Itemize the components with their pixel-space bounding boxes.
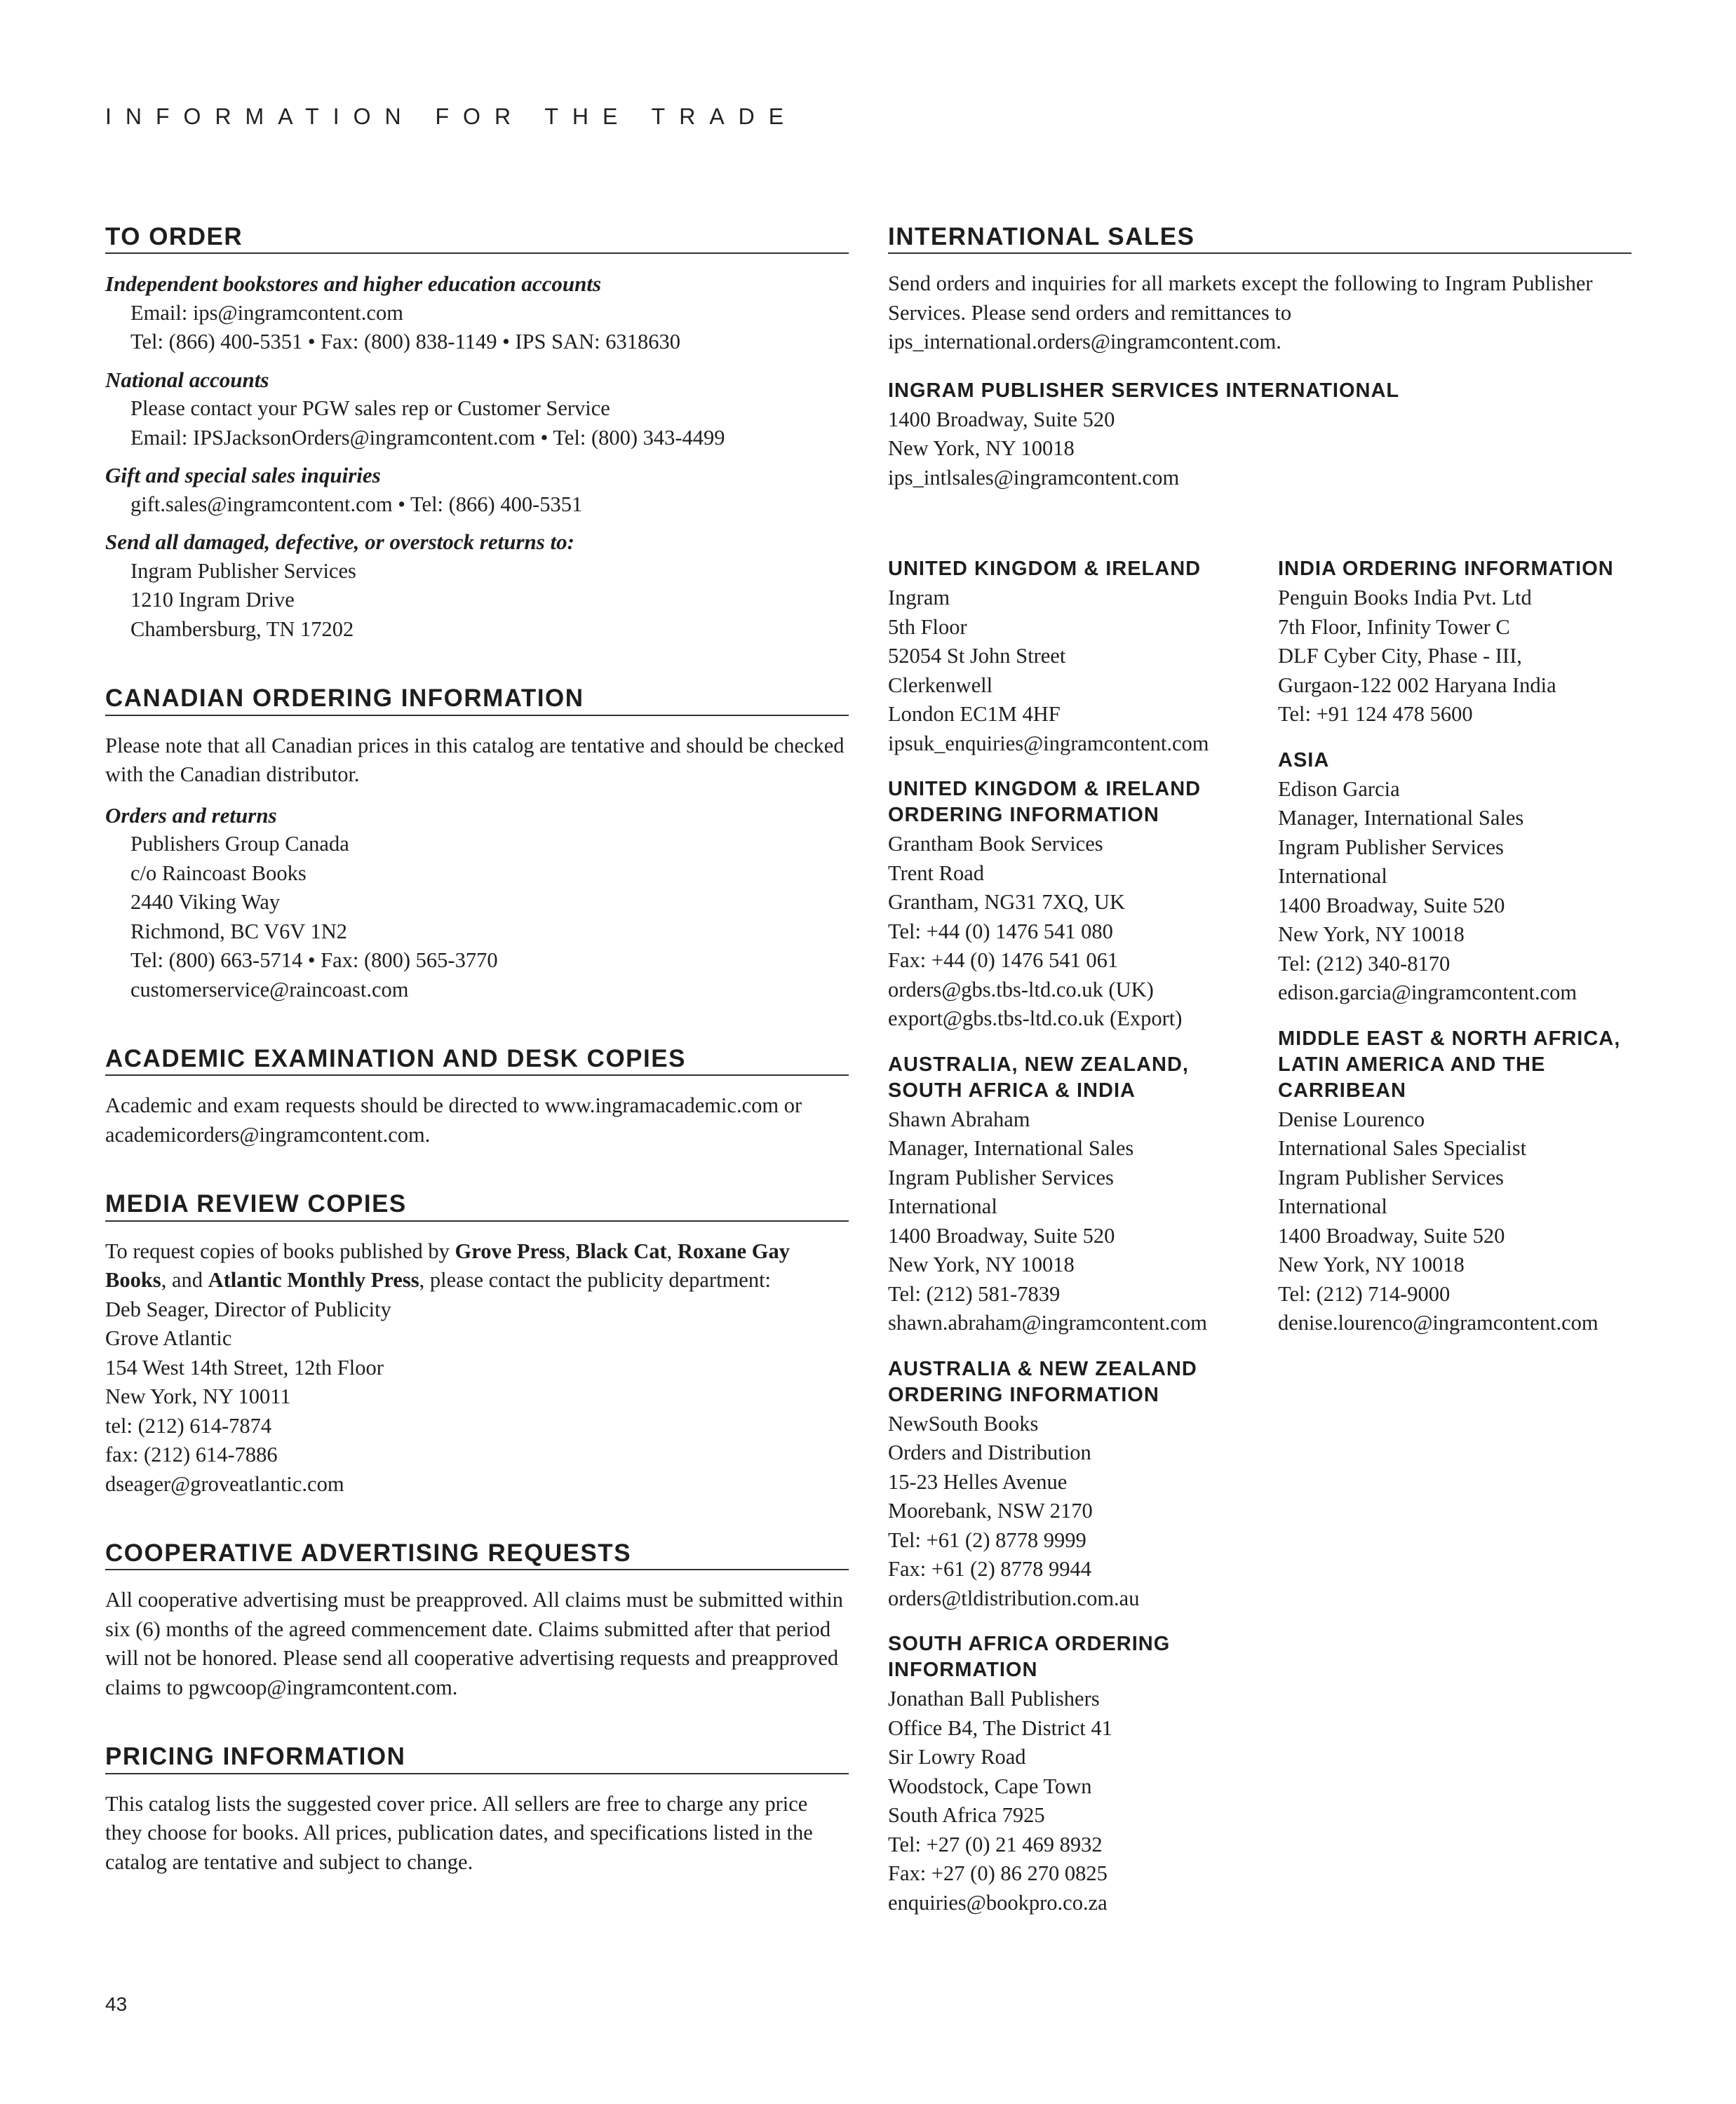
region-contact-line: South Africa 7925 [888,1803,1045,1827]
region-block-south-africa-ordering-information [888,1631,1253,1917]
region-contact-line: International [1278,1194,1387,1218]
international-heading: INTERNATIONAL SALES [888,223,1631,254]
region-contact-line: Tel: (212) 581-7839 [888,1281,1061,1306]
right-column [888,223,1631,492]
media-section [105,1190,849,1499]
region-contact-line: Jonathan Ball Publishers [888,1687,1100,1711]
region-contact-line: NewSouth Books [888,1411,1039,1436]
returns-title: Send all damaged, defective, or overstock returns to: [105,530,574,555]
region-contact-line: Clerkenwell [888,673,993,697]
region-contact-line: shawn.abraham@ingramcontent.com [888,1311,1207,1335]
region-contact-line: Office B4, The District 41 [888,1715,1112,1740]
ipsi-block [888,378,1631,493]
region-contact-line: Tel: (212) 714-9000 [1278,1281,1451,1306]
independent-phone: Tel: (866) 400-5351 • Fax: (800) 838-1149 • IPS SAN: 6318630 [130,330,680,354]
coop-heading: COOPERATIVE ADVERTISING REQUESTS [105,1539,849,1570]
independent-accounts-title: Independent bookstores and higher education accounts [105,271,602,297]
national-contact-line: Please contact your PGW sales rep or Customer Service [130,396,610,421]
region-contact-line: Woodstock, Cape Town [888,1774,1092,1798]
region-contact-line: Gurgaon-122 002 Haryana India [1278,673,1556,697]
region-contact-line: International [888,1194,997,1218]
returns-address-line: 1210 Ingram Drive [130,588,295,612]
region-contact-line: Tel: +91 124 478 5600 [1278,702,1473,726]
canadian-heading: CANADIAN ORDERING INFORMATION [105,685,849,715]
media-contact-line: tel: (212) 614-7874 [105,1413,272,1438]
region-contact-line: 7th Floor, Infinity Tower C [1278,614,1510,639]
region-contact-line: New York, NY 10018 [1278,922,1465,946]
media-intro-text: To request copies of books published by [105,1239,455,1263]
media-intro-text: , [565,1239,577,1263]
region-contact-line: Tel: +27 (0) 21 469 8932 [888,1832,1103,1856]
to-order-section [105,223,849,644]
academic-section [105,1045,849,1149]
region-contact-line: orders@gbs.tbs-ltd.co.uk (UK) [888,977,1154,1002]
region-contact-line: Manager, International Sales [1278,806,1524,830]
region-contact-line: 15-23 Helles Avenue [888,1469,1068,1494]
canadian-email-line: customerservice@raincoast.com [130,977,409,1002]
region-contact-line: 1400 Broadway, Suite 520 [888,1223,1115,1248]
media-contact-line: fax: (212) 614-7886 [105,1443,278,1466]
academic-text: Academic and exam requests should be directed to www.ingramacademic.com or academicorders@ingramcontent.com. [105,1093,802,1147]
region-heading: UNITED KINGDOM & IRELAND [888,558,1202,580]
region-contact-line: 5th Floor [888,614,967,639]
ipsi-line: ips_intlsales@ingramcontent.com [888,465,1180,490]
ipsi-line: 1400 Broadway, Suite 520 [888,407,1115,431]
region-heading: ASIA [1278,748,1330,771]
canadian-address-line: Richmond, BC V6V 1N2 [130,919,347,943]
region-heading: AUSTRALIA, NEW ZEALAND, SOUTH AFRICA & INDIA [888,1053,1189,1102]
media-contact-line: New York, NY 10011 [105,1384,291,1408]
canadian-intro: Please note that all Canadian prices in this catalog are tentative and should be checked with the Canadian distributor. [105,733,845,786]
ipsi-line: New York, NY 10018 [888,436,1075,461]
media-intro-text: , and [161,1268,208,1292]
region-heading: MIDDLE EAST & NORTH AFRICA, LATIN AMERICA AND THE CARRIBEAN [1278,1027,1621,1102]
canadian-phone-line: Tel: (800) 663-5714 • Fax: (800) 565-3770 [130,948,498,972]
publisher-black-cat: Black Cat [576,1239,667,1263]
publisher-grove-press: Grove Press [455,1239,565,1263]
region-contact-line: ipsuk_enquiries@ingramcontent.com [888,731,1209,755]
regions-column-b [1278,556,1643,1338]
region-contact-line: Ingram Publisher Services [1278,1165,1504,1189]
region-contact-line: export@gbs.tbs-ltd.co.uk (Export) [888,1006,1183,1030]
region-contact-line: Shawn Abraham [888,1107,1030,1131]
region-contact-line: Denise Lourenco [1278,1107,1425,1131]
region-contact-line: Grantham, NG31 7XQ, UK [888,890,1125,914]
media-contact-line: dseager@groveatlantic.com [105,1471,344,1496]
region-heading: AUSTRALIA & NEW ZEALAND ORDERING INFORMATION [888,1357,1197,1406]
running-head: INFORMATION FOR THE TRADE [105,104,798,129]
to-order-heading: TO ORDER [105,223,849,254]
region-block-united-kingdom-and-ireland-ordering-information [888,776,1253,1034]
region-contact-line: Tel: +44 (0) 1476 541 080 [888,919,1113,943]
region-contact-line: Ingram Publisher Services [888,1165,1114,1189]
region-heading: INDIA ORDERING INFORMATION [1278,558,1614,580]
region-contact-line: 1400 Broadway, Suite 520 [1278,1223,1505,1248]
international-intro: Send orders and inquiries for all markets except the following to Ingram Publisher Services. Please send orders and remittances to ips_international.orders@ingramcontent.com. [888,271,1593,354]
region-contact-line: International Sales Specialist [1278,1136,1527,1160]
media-contact-line: Deb Seager, Director of Publicity [105,1297,391,1321]
region-block-asia [1278,748,1643,1008]
region-block-united-kingdom-and-ireland [888,556,1253,758]
coop-text: All cooperative advertising must be preapproved. All claims must be submitted within six (6) months of the agreed commencement date. Claims submitted after that period will not be honored. Please send all cooperative advertising requests and preapproved claims to pgwcoop@ingramcontent.com. [105,1588,844,1699]
publisher-atlantic-monthly-press: Atlantic Monthly Press [208,1268,419,1292]
canadian-address-line: 2440 Viking Way [130,890,281,914]
region-contact-line: Fax: +27 (0) 86 270 0825 [888,1861,1108,1885]
national-accounts-title: National accounts [105,367,269,392]
media-intro [105,1237,849,1295]
region-contact-line: Fax: +61 (2) 8778 9944 [888,1557,1091,1581]
media-intro-text: , [666,1239,678,1263]
region-block-middle-east-and-north-africa-latin-america-and-the-carribean [1278,1026,1643,1338]
region-contact-line: Fax: +44 (0) 1476 541 061 [888,948,1119,972]
gift-sales-contact: gift.sales@ingramcontent.com • Tel: (866) 400-5351 [130,492,583,516]
region-contact-line: International [1278,864,1387,888]
media-contact-line: 154 West 14th Street, 12th Floor [105,1355,384,1380]
regions-column-a [888,556,1253,1917]
gift-sales-block [105,461,849,519]
region-heading: UNITED KINGDOM & IRELAND ORDERING INFORMATION [888,778,1202,826]
canadian-orders-block [105,801,849,1005]
region-block-australia-new-zealand-south-africa-and-india [888,1052,1253,1338]
pricing-text: This catalog lists the suggested cover price. All sellers are free to charge any price they choose for books. All prices, publication dates, and specifications listed in the catalog are tentative and subject to change. [105,1791,813,1874]
canadian-orders-title: Orders and returns [105,802,277,828]
returns-address-line: Ingram Publisher Services [130,558,356,583]
region-contact-line: Sir Lowry Road [888,1745,1026,1769]
region-contact-line: Penguin Books India Pvt. Ltd [1278,586,1532,609]
region-contact-line: Edison Garcia [1278,776,1400,801]
region-contact-line: enquiries@bookpro.co.za [888,1890,1108,1915]
canadian-section [105,685,849,1004]
region-contact-line: Tel: (212) 340-8170 [1278,951,1451,976]
region-contact-line: Ingram Publisher Services [1278,835,1504,859]
returns-address-line: Chambersburg, TN 17202 [130,616,354,641]
region-contact-line: orders@tldistribution.com.au [888,1586,1140,1610]
independent-email: Email: ips@ingramcontent.com [130,300,403,325]
coop-section [105,1539,849,1702]
region-block-india-ordering-information [1278,556,1643,729]
national-email-line: Email: IPSJacksonOrders@ingramcontent.com • Tel: (800) 343-4499 [130,425,725,450]
canadian-address-line: c/o Raincoast Books [130,861,307,885]
pricing-section [105,1743,849,1877]
gift-sales-title: Gift and special sales inquiries [105,463,381,488]
media-intro-text: , please contact the publicity department: [419,1268,772,1292]
region-contact-line: 1400 Broadway, Suite 520 [1278,893,1505,917]
region-contact-line: Tel: +61 (2) 8778 9999 [888,1528,1086,1552]
region-contact-line: DLF Cyber City, Phase - III, [1278,644,1522,668]
region-contact-line: Orders and Distribution [888,1441,1091,1464]
media-contact-line: Grove Atlantic [105,1326,232,1350]
national-accounts-block [105,365,849,453]
left-column [105,223,849,1877]
region-contact-line: Moorebank, NSW 2170 [888,1499,1093,1523]
independent-accounts-block [105,269,849,357]
returns-block [105,527,849,644]
international-section [888,223,1631,492]
pricing-heading: PRICING INFORMATION [105,1743,849,1774]
region-contact-line: 52054 St John Street [888,644,1066,668]
region-contact-line: Ingram [888,586,950,609]
publisher-roxane-gay-books: Roxane Gay Books [105,1239,790,1292]
region-contact-line: London EC1M 4HF [888,702,1061,726]
region-contact-line: New York, NY 10018 [888,1253,1075,1276]
region-contact-line: Grantham Book Services [888,832,1103,856]
region-contact-line: Manager, International Sales [888,1136,1134,1160]
region-contact-line: New York, NY 10018 [1278,1253,1465,1276]
region-contact-line: Trent Road [888,861,984,885]
region-heading: SOUTH AFRICA ORDERING INFORMATION [888,1633,1171,1681]
region-block-australia-and-new-zealand-ordering-information [888,1356,1253,1614]
canadian-address-line: Publishers Group Canada [130,832,349,856]
region-contact-line: edison.garcia@ingramcontent.com [1278,980,1577,1004]
region-contact-line: denise.lourenco@ingramcontent.com [1278,1311,1599,1335]
media-heading: MEDIA REVIEW COPIES [105,1190,849,1221]
ipsi-heading: INGRAM PUBLISHER SERVICES INTERNATIONAL [888,379,1400,402]
academic-heading: ACADEMIC EXAMINATION AND DESK COPIES [105,1045,849,1076]
page-number: 43 [105,1993,128,2015]
